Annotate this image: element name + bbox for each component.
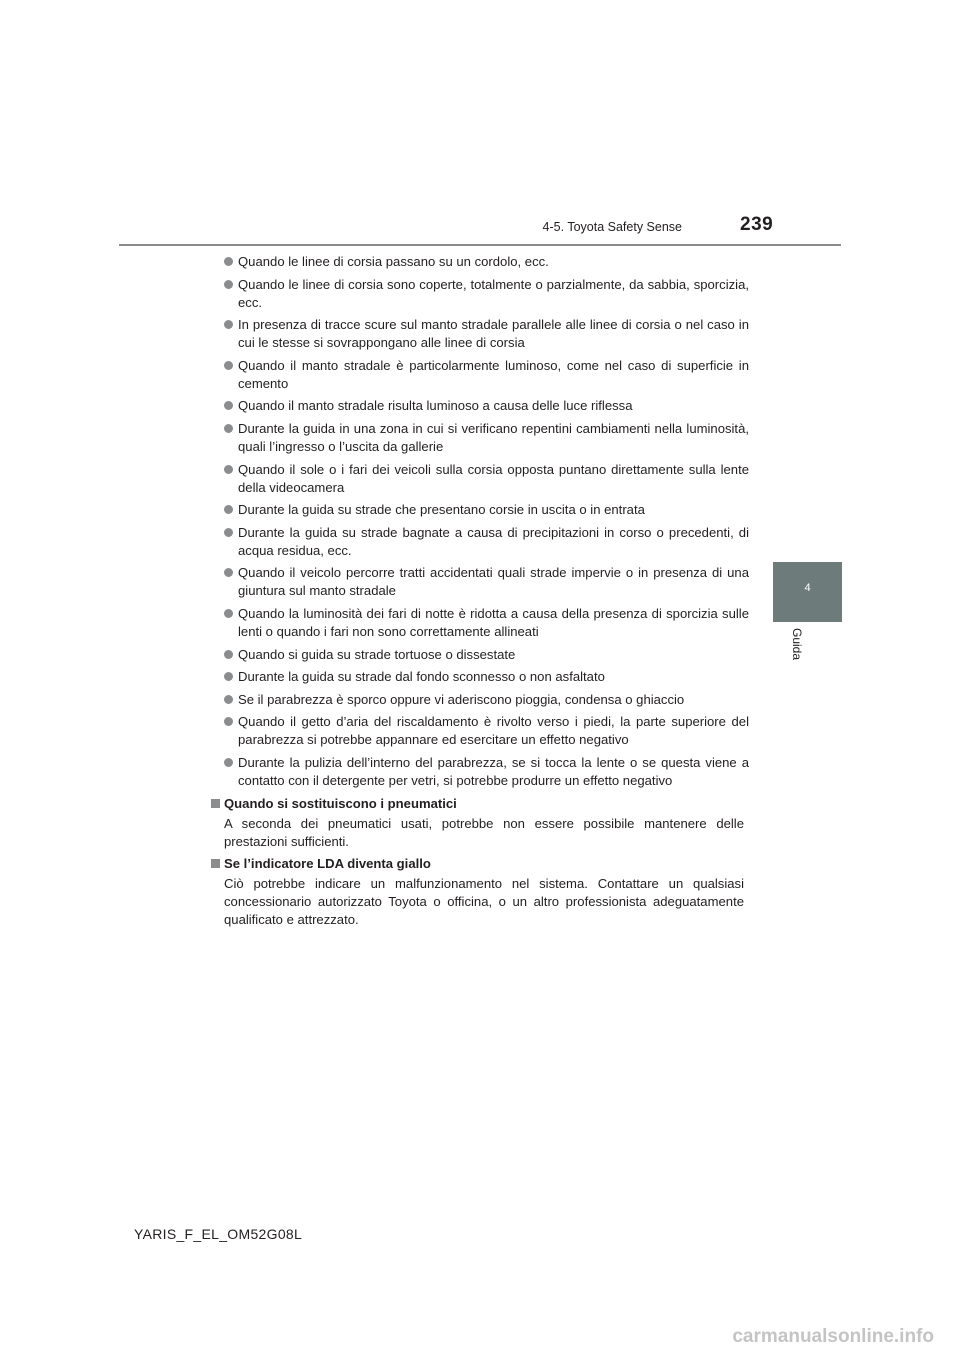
- bullet-dot-icon: [224, 528, 233, 537]
- list-item-text: Quando si guida su strade tortuose o dissestate: [238, 646, 516, 662]
- bullet-dot-icon: [224, 257, 233, 266]
- bullet-list: [224, 253, 749, 790]
- list-item: [224, 524, 749, 560]
- bullet-dot-icon: [224, 609, 233, 618]
- chapter-tab[interactable]: [773, 562, 842, 622]
- list-item: [224, 397, 749, 415]
- list-item: [224, 754, 749, 790]
- bullet-dot-icon: [224, 465, 233, 474]
- list-item-text: Durante la guida in una zona in cui si verificano repentini cambiamenti nella luminosità, quali l’ingresso o l’uscita da gallerie: [238, 420, 749, 454]
- bullet-dot-icon: [224, 320, 233, 329]
- list-item-text: Quando la luminosità dei fari di notte è ridotta a causa della presenza di sporcizia sulle lenti o quando i fari non sono correttamente allineati: [238, 605, 749, 639]
- list-item: [224, 605, 749, 641]
- section-title-text: Se l’indicatore LDA diventa giallo: [224, 856, 431, 872]
- note-section: [224, 855, 749, 929]
- bullet-dot-icon: [224, 280, 233, 289]
- list-item-text: Quando il sole o i fari dei veicoli sulla corsia opposta puntano direttamente sulla lente della videocamera: [238, 461, 749, 495]
- list-item: [224, 276, 749, 312]
- list-item-text: In presenza di tracce scure sul manto stradale parallele alle linee di corsia o nel caso in cui le stesse si sovrappongano alle linee di corsia: [238, 317, 749, 351]
- chapter-label: Guida: [790, 628, 804, 661]
- bullet-dot-icon: [224, 672, 233, 681]
- list-item: [224, 253, 749, 271]
- bullet-dot-icon: [224, 758, 233, 767]
- section-heading: [211, 795, 749, 813]
- bullet-dot-icon: [224, 401, 233, 410]
- bullet-dot-icon: [224, 505, 233, 514]
- square-bullet-icon: [211, 859, 220, 868]
- bullet-dot-icon: [224, 361, 233, 370]
- list-item-text: Quando le linee di corsia passano su un cordolo, ecc.: [238, 254, 549, 269]
- section-title-text: Quando si sostituiscono i pneumatici: [224, 795, 457, 811]
- list-item: [224, 668, 749, 686]
- watermark: carmanualsonline.info: [732, 1326, 934, 1347]
- section-body: A seconda dei pneumatici usati, potrebbe non essere possibile mantenere delle prestazioni sufficienti.: [224, 815, 744, 849]
- list-item: [224, 316, 749, 352]
- bullet-dot-icon: [224, 424, 233, 433]
- square-bullet-icon: [211, 799, 220, 808]
- bullet-dot-icon: [224, 717, 233, 726]
- header-divider: [119, 244, 841, 246]
- header-section-title: 4-5. Toyota Safety Sense: [542, 220, 682, 234]
- list-item: [224, 691, 749, 709]
- list-item: [224, 420, 749, 456]
- main-content: [224, 253, 749, 934]
- bullet-dot-icon: [224, 568, 233, 577]
- list-item-text: Durante la guida su strade bagnate a causa di precipitazioni in corso o precedenti, di acqua residua, ecc.: [238, 524, 749, 558]
- list-item-text: Durante la guida su strade che presentano corsie in uscita o in entrata: [238, 502, 645, 518]
- section-heading: [211, 855, 749, 873]
- list-item: [224, 461, 749, 497]
- list-item-text: Quando il veicolo percorre tratti accidentati quali strade impervie o in presenza di una giuntura sul manto stradale: [238, 565, 749, 599]
- section-list: [224, 795, 749, 930]
- list-item-text: Durante la guida su strade dal fondo sconnesso o non asfaltato: [238, 669, 605, 685]
- note-section: [224, 795, 749, 851]
- list-item: [224, 564, 749, 600]
- list-item: [224, 646, 749, 664]
- list-item-text: Se il parabrezza è sporco oppure vi aderiscono pioggia, condensa o ghiaccio: [238, 691, 685, 707]
- list-item: [224, 357, 749, 393]
- chapter-number: 4: [804, 582, 811, 594]
- list-item: [224, 501, 749, 519]
- bullet-dot-icon: [224, 695, 233, 704]
- list-item-text: Durante la pulizia dell’interno del parabrezza, se si tocca la lente o se questa viene a contatto con il detergente per vetri, si potrebbe produrre un effetto negativo: [238, 754, 749, 788]
- page-number: 239: [740, 214, 774, 235]
- bullet-dot-icon: [224, 650, 233, 659]
- section-body: Ciò potrebbe indicare un malfunzionamento nel sistema. Contattare un qualsiasi concessionario autorizzato Toyota o officina, o un altro professionista adeguatamente qualificato e attrezzato.: [224, 876, 744, 928]
- list-item-text: Quando le linee di corsia sono coperte, totalmente o parzialmente, da sabbia, sporcizia, ecc.: [238, 276, 749, 310]
- list-item-text: Quando il manto stradale è particolarmente luminoso, come nel caso di superficie in cemento: [238, 357, 749, 391]
- list-item-text: Quando il manto stradale risulta luminoso a causa delle luce riflessa: [238, 398, 633, 414]
- list-item: [224, 713, 749, 749]
- list-item-text: Quando il getto d’aria del riscaldamento è rivolto verso i piedi, la parte superiore del parabrezza si potrebbe appannare ed esercitare un effetto negativo: [238, 714, 749, 748]
- document-code: YARIS_F_EL_OM52G08L: [134, 1226, 303, 1242]
